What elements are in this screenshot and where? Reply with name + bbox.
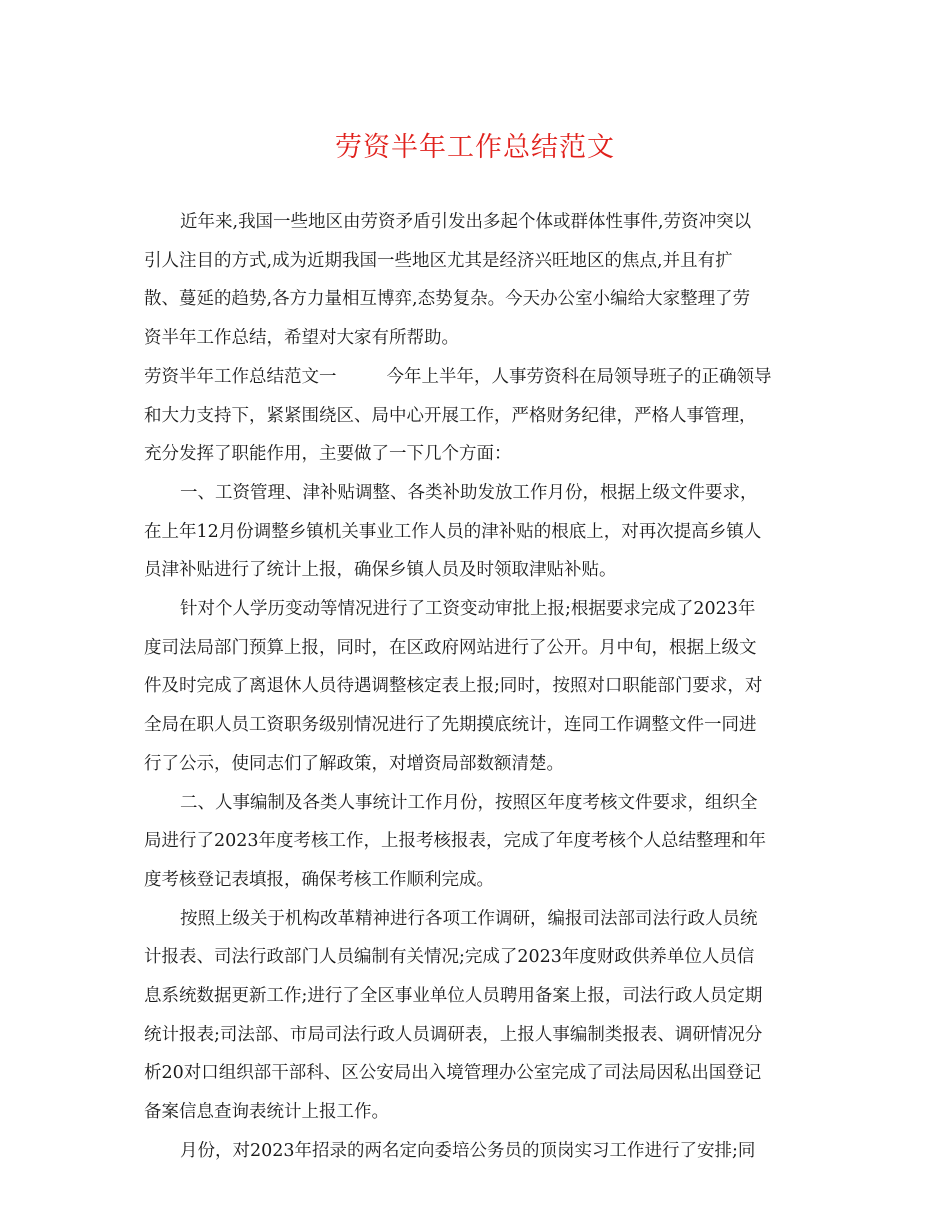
text-line-content: 针对个人学历变动等情况进行了工资变动审批上报;根据要求完成了2023年 [180, 599, 756, 620]
text-line-content: 劳资半年工作总结范文一 [144, 366, 337, 387]
text-line-content: 一、工资管理、津补贴调整、各类补助发放工作月份，根据上级文件要求， [180, 482, 758, 503]
text-line-content: 息系统数据更新工作;进行了全区事业单位人员聘用备案上报，司法行政人员定期 [144, 986, 763, 1007]
text-line [144, 861, 810, 900]
text-line [144, 358, 810, 397]
text-line [144, 629, 810, 668]
text-line [144, 977, 810, 1016]
text-line [144, 203, 810, 242]
text-line [144, 1016, 810, 1055]
text-line [144, 1132, 810, 1171]
text-line-content: 行了公示，使同志们了解政策，对增资局部数额清楚。 [144, 753, 564, 774]
text-line [144, 900, 810, 939]
text-line [144, 938, 810, 977]
text-line [144, 280, 810, 319]
text-line-content: 度考核登记表填报，确保考核工作顺利完成。 [144, 869, 494, 890]
text-line-content: 和大力支持下，紧紧围绕区、局中心开展工作，严格财务纪律，严格人事管理， [144, 405, 757, 426]
text-line-content: 按照上级关于机构改革精神进行各项工作调研，编报司法部司法行政人员统 [180, 908, 758, 929]
text-line-content: 散、蔓延的趋势,各方力量相互博弈,态势复杂。今天办公室小编给大家整理了劳 [144, 289, 751, 310]
text-line [144, 822, 810, 861]
text-line-content: 二、人事编制及各类人事统计工作月份，按照区年度考核文件要求，组织全 [180, 792, 758, 813]
text-line-content: 统计报表;司法部、市局司法行政人员调研表，上报人事编制类报表、调研情况分 [144, 1024, 763, 1045]
text-line-content: 员津补贴进行了统计上报，确保乡镇人员及时领取津贴补贴。 [144, 560, 617, 581]
text-line-content: 引人注目的方式,成为近期我国一些地区尤其是经济兴旺地区的焦点,并且有扩 [144, 250, 733, 271]
text-line-content: 充分发挥了职能作用，主要做了一下几个方面： [144, 444, 512, 465]
text-line [144, 435, 810, 474]
text-line [144, 745, 810, 784]
text-line [144, 397, 810, 436]
text-line [144, 1093, 810, 1132]
text-line-content: 件及时完成了离退休人员待遇调整核定表上报;同时，按照对口职能部门要求，对 [144, 676, 763, 697]
text-line-content: 近年来,我国一些地区由劳资矛盾引发出多起个体或群体性事件,劳资冲突以 [180, 212, 752, 232]
text-line-tail: 今年上半年，人事劳资科在局领导班子的正确领导 [386, 366, 772, 387]
document-title: 劳资半年工作总结范文 [335, 132, 615, 163]
text-line-content: 度司法局部门预算上报，同时，在区政府网站进行了公开。月中旬，根据上级文 [144, 637, 757, 658]
text-line [144, 706, 810, 745]
text-line-content: 在上年12月份调整乡镇机关事业工作人员的津补贴的根底上，对再次提高乡镇人 [144, 521, 762, 542]
text-line [144, 551, 810, 590]
text-line [144, 513, 810, 552]
text-line [144, 667, 810, 706]
text-line-content: 计报表、司法行政部门人员编制有关情况;完成了2023年度财政供养单位人员信 [144, 947, 755, 968]
text-line-content: 月份，对2023年招录的两名定向委培公务员的顶岗实习工作进行了安排;同 [180, 1140, 756, 1161]
text-line-content: 备案信息查询表统计上报工作。 [144, 1102, 389, 1123]
text-line-content: 局进行了2023年度考核工作，上报考核报表，完成了年度考核个人总结整理和年 [144, 831, 767, 852]
text-line-content: 资半年工作总结，希望对大家有所帮助。 [144, 328, 459, 349]
document-body [144, 203, 810, 1171]
text-line [144, 319, 810, 358]
text-line [144, 242, 810, 281]
text-line-content: 析20对口组织部干部科、区公安局出入境管理办公室完成了司法局因私出国登记 [144, 1063, 762, 1084]
text-line [144, 784, 810, 823]
text-line [144, 1054, 810, 1093]
text-line [144, 474, 810, 513]
text-line [144, 590, 810, 629]
text-line-content: 全局在职人员工资职务级别情况进行了先期摸底统计，连同工作调整文件一同进 [144, 715, 757, 736]
